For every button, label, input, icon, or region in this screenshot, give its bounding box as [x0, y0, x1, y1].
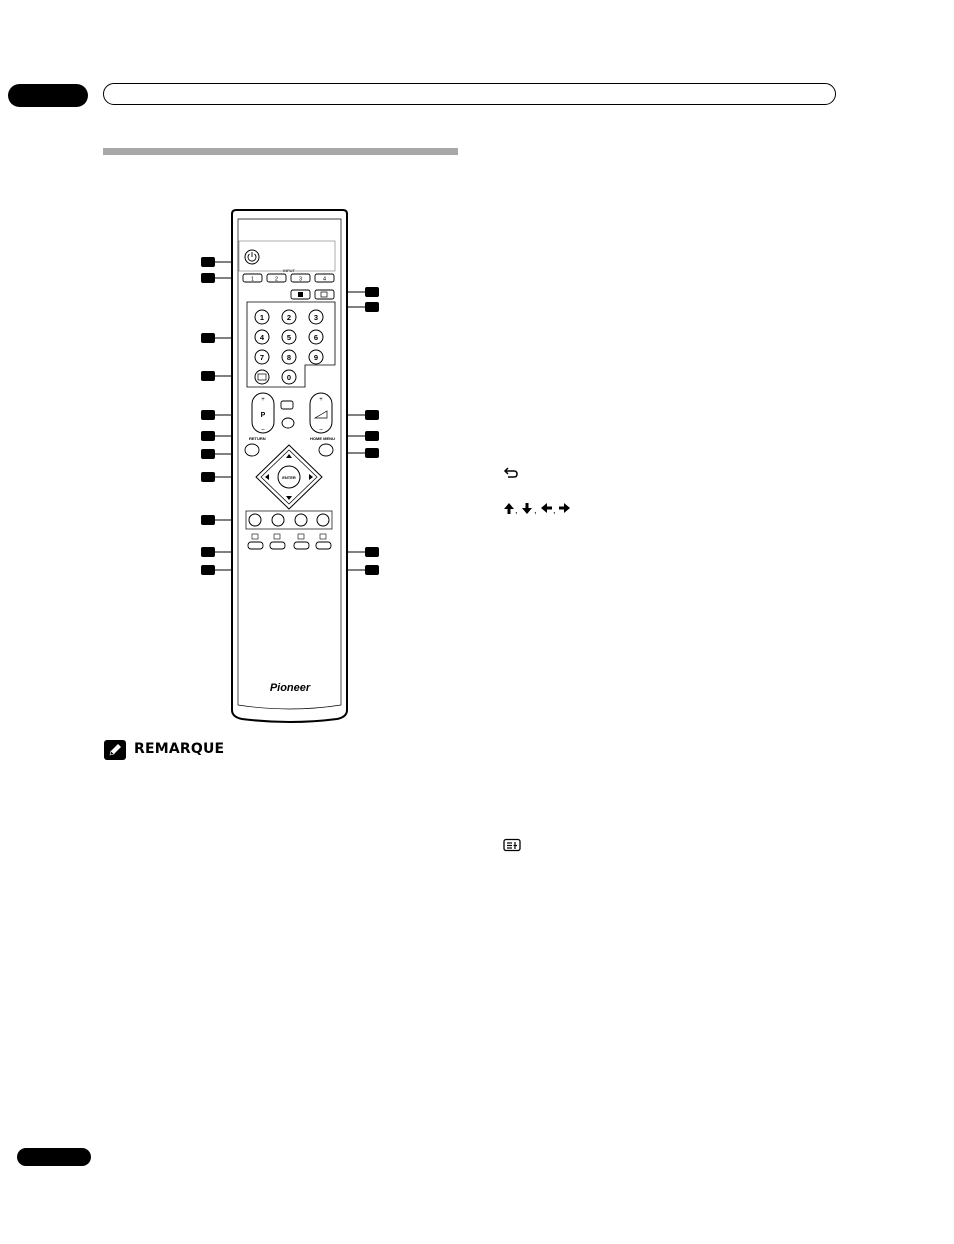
- svg-text:+: +: [319, 397, 323, 403]
- callout-markers-right: [365, 287, 379, 575]
- section-rule: [103, 148, 458, 155]
- svg-text:,: ,: [534, 505, 537, 515]
- key-7: 7: [259, 353, 265, 362]
- remote-control-illustration: [195, 205, 390, 725]
- chapter-tab: [8, 84, 88, 107]
- page-number-tab: [17, 1148, 91, 1166]
- callout-markers-left: [201, 257, 215, 575]
- svg-text:,: ,: [515, 505, 518, 515]
- note-heading: REMARQUE: [134, 741, 225, 757]
- key-4: 4: [259, 333, 265, 342]
- return-label: RETURN: [249, 436, 266, 441]
- key-2: 2: [286, 313, 292, 322]
- info-display-icon: [503, 838, 521, 852]
- input-3-label: 3: [298, 276, 303, 283]
- svg-text:,: ,: [553, 505, 556, 515]
- up-down-left-right-arrows-icon: [503, 501, 571, 515]
- input-2-label: 2: [274, 276, 279, 283]
- key-0: 0: [286, 373, 292, 382]
- channel-label: P: [260, 412, 266, 419]
- brand-logo: Pioneer: [269, 682, 311, 694]
- input-label: INPUT: [283, 268, 295, 273]
- key-5: 5: [286, 333, 292, 342]
- svg-text:–: –: [261, 427, 265, 433]
- return-arrow-icon: [503, 465, 519, 479]
- home-menu-label: HOME MENU: [310, 436, 335, 441]
- note-pencil-icon: [104, 740, 126, 760]
- enter-label: ENTER: [282, 475, 296, 480]
- input-4-label: 4: [322, 276, 327, 283]
- key-9: 9: [313, 353, 319, 362]
- key-8: 8: [286, 353, 292, 362]
- svg-text:–: –: [319, 427, 323, 433]
- header-bar: [103, 83, 836, 105]
- key-1: 1: [259, 313, 265, 322]
- key-3: 3: [313, 313, 319, 322]
- key-6: 6: [313, 333, 319, 342]
- svg-text:+: +: [261, 397, 265, 403]
- input-1-label: 1: [250, 276, 255, 283]
